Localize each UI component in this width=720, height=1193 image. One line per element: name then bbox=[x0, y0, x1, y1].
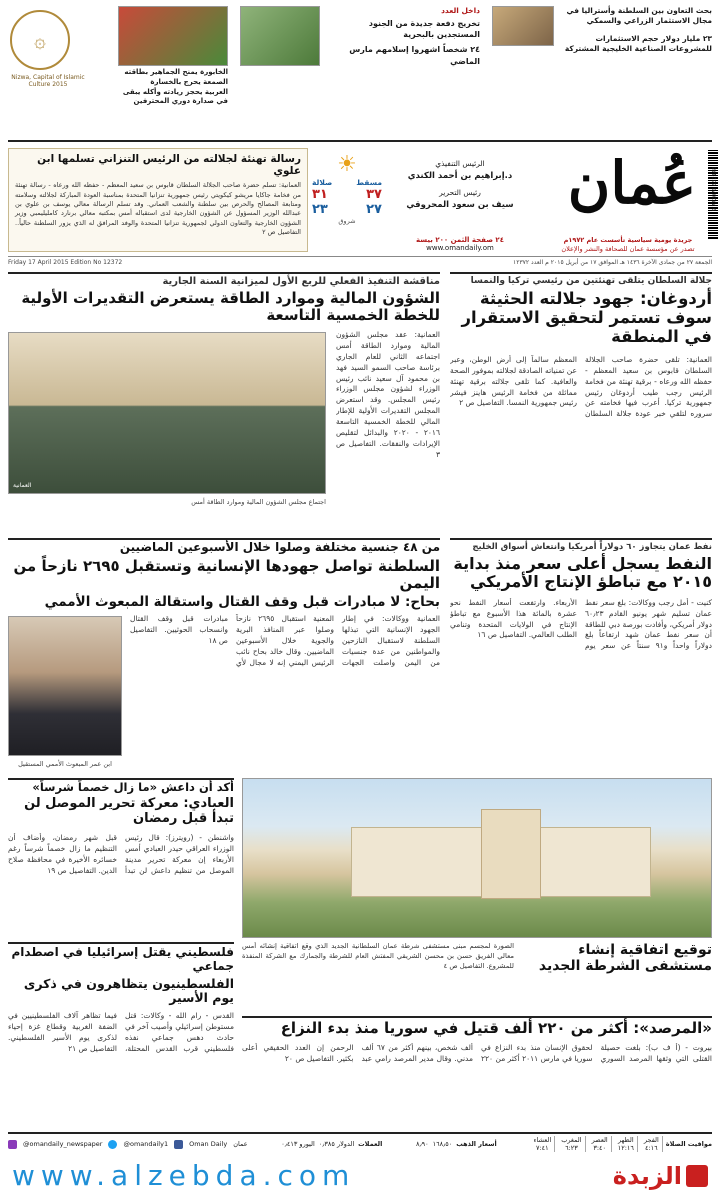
dome-icon: ۞ bbox=[34, 28, 46, 52]
teaser-middle-item[interactable]: ٢٤ شخصاً اشهروا إسلامهم مارس الماضي bbox=[349, 45, 480, 66]
teaser-left-item[interactable]: العربية يحجز ريادته وأكله يبقى في صدارة دوري المحترفين bbox=[122, 87, 228, 106]
masthead-tagline: جريدة يومية سياسية تأسست عام ١٩٧٢م bbox=[563, 236, 693, 244]
watermark-brand-block bbox=[613, 1162, 708, 1190]
teaser-middle-title: داخل العدد bbox=[441, 6, 480, 15]
prayer-name: العصر bbox=[591, 1136, 608, 1144]
prayer-time: ٤:١٦ bbox=[645, 1144, 658, 1152]
story-police[interactable] bbox=[522, 942, 712, 1012]
footer-bar bbox=[8, 1132, 712, 1154]
story-syria-headline[interactable]: «المرصد»: أكثر من ٢٢٠ ألف قتيل في سوريا منذ بدء النزاع bbox=[280, 1019, 712, 1037]
watermark-strip bbox=[0, 1158, 720, 1193]
nizwa-logo-caption: Nizwa, Capital of Islamic Culture 2015 bbox=[11, 74, 85, 88]
teaser-right-item[interactable]: ٢٣ مليار دولار حجم الاستثمارات للمشروعات الصناعية الخليجية المشتركة bbox=[564, 34, 712, 54]
story-oil[interactable] bbox=[450, 538, 712, 773]
finance-photo-credit: العمانية bbox=[13, 482, 32, 489]
dateline-arabic: الجمعة ٢٧ من جمادى الآخرة ١٤٣٦ هـ الموافق ١٧ من أبريل ٢٠١٥ م العدد ١٢٣٧٢ bbox=[513, 259, 712, 266]
social-facebook[interactable]: Oman Daily bbox=[189, 1140, 228, 1148]
story-erdogan-headline[interactable]: أردوغان: جهود جلالته الحثيثة سوف تستمر لتحقيق الاستقرار في المنطقة bbox=[461, 289, 712, 346]
watermark-brand: الزبدة bbox=[612, 1161, 682, 1190]
prayer-time: ٣:٤٠ bbox=[593, 1144, 606, 1152]
finance-photo-caption: اجتماع مجلس الشؤون المالية وموارد الطاقة أمس bbox=[191, 498, 326, 506]
social-links bbox=[8, 1140, 248, 1149]
prayer-name: الظهر bbox=[617, 1136, 634, 1144]
masthead bbox=[0, 140, 720, 268]
price-website bbox=[395, 236, 525, 252]
currency-value: الدولار ٠٫٣٨٥ bbox=[318, 1140, 355, 1148]
chief-name: د.إبراهيم بن أحمد الكندي bbox=[407, 171, 513, 181]
watermark-site[interactable]: www.alzebda.com bbox=[12, 1159, 356, 1192]
social-instagram[interactable]: @omandaily_newspaper bbox=[23, 1140, 103, 1148]
currency-rates bbox=[281, 1140, 382, 1148]
teaser-middle[interactable] bbox=[240, 6, 480, 101]
editor-label: رئيس التحرير bbox=[439, 187, 481, 197]
gold-value: ٨٫٩٠ bbox=[416, 1140, 429, 1148]
story-yemen-headline[interactable]: السلطنة تواصل جهودها الإنسانية وتستقبل ٢٦٩٥ نازحاً من اليمن bbox=[13, 556, 440, 593]
story-iraq-headline[interactable]: العبادي: معركة تحرير الموصل لن تبدأ قبل رمضان bbox=[24, 796, 234, 827]
weather-city1-min: ٢٧ bbox=[366, 202, 382, 217]
currency-value: اليورو ٠٫٤١٣ bbox=[281, 1140, 315, 1148]
nizwa-logo-emblem bbox=[10, 10, 70, 70]
story-finance-kicker: مناقشة التنفيذ الفعلي للربع الأول لميزانية السنة الجارية bbox=[162, 276, 440, 287]
teaser-right[interactable] bbox=[492, 6, 712, 101]
finance-meeting-photo bbox=[8, 332, 326, 494]
teaser-left[interactable] bbox=[8, 6, 228, 106]
story-iraq[interactable] bbox=[8, 778, 234, 938]
price: ٢٤ صفحة الثمن ٢٠٠ بيسة bbox=[416, 236, 504, 244]
barcode-number: 9 772070 632148 bbox=[712, 166, 718, 212]
prayer-name: العشاء bbox=[533, 1136, 552, 1144]
story-erdogan-body: العمانية: تلقى حضرة صاحب الجلالة السلطان قابوس بن سعيد المعظم - حفظه الله ورعاه - برقية تهنئة من فخامة الرئيس رجب طيب أردوغان رئيس جمهورية تركيا. أعرب فيها فخامته عن سروره لتلقي خبر عودة جلالة السلطان المعظم سالماً إلى أرض الوطن، وعبر عن تمنياته الصادقة لجلالته بموفور الصحة والعافية. كما تلقى جلالته برقية تهنئة مماثلة من فخامة الرئيس هاينز فيشر رئيس جمهورية النمسا. التفاصيل ص ٢ bbox=[450, 354, 712, 419]
social-app[interactable]: عمان bbox=[233, 1140, 248, 1148]
teaser-right-photo bbox=[492, 6, 554, 46]
story-yemen[interactable] bbox=[8, 538, 440, 773]
prayer-time: ١٢:١٦ bbox=[617, 1144, 634, 1152]
gold-title: أسعار الذهب bbox=[456, 1140, 497, 1148]
box-story[interactable] bbox=[8, 148, 308, 252]
dateline-bar bbox=[8, 256, 712, 268]
teaser-left-item[interactable]: الخابورة يمنح الجماهير بطاقته bbox=[124, 68, 228, 76]
website-link[interactable]: www.omandaily.om bbox=[426, 244, 494, 252]
social-twitter[interactable]: @omandaily1 bbox=[123, 1140, 169, 1148]
story-palestine-subhead[interactable]: الفلسطينيون يتظاهرون في ذكرى يوم الأسير bbox=[23, 975, 234, 1005]
masthead-name: عُمان bbox=[567, 149, 697, 217]
story-yemen-subhead[interactable]: بحاح: لا مبادرات قبل وقف القتال واستقالة المبعوث الأممي bbox=[44, 594, 440, 611]
masthead-logo[interactable] bbox=[562, 149, 702, 234]
story-finance[interactable] bbox=[8, 272, 440, 534]
story-syria-body: بيروت - (أ ف ب): بلغت حصيلة القتلى التي وثقها المرصد السوري لحقوق الإنسان منذ بدء النزاع في سوريا في مارس ٢٠١١ أكثر من ٢٢٠ ألف شخص، بينهم أكثر من ٦٧ ألف مدني. وقال مدير المرصد رامي عبد الرحمن إن العدد الحقيقي أعلى بكثير. التفاصيل ص ٢٠ bbox=[242, 1043, 712, 1064]
story-oil-kicker: نفط عمان يتجاوز ٦٠ دولاراً أمريكيا وانتعاش أسواق الخليج bbox=[472, 542, 712, 552]
story-palestine-headline[interactable]: فلسطيني يقتل إسرائيليا في اصطدام جماعي bbox=[11, 945, 234, 973]
sun-cloud-icon: ☀ bbox=[337, 152, 357, 177]
story-police-caption: الصورة لمجسم مبنى مستشفى شرطة عمان السلطانية الجديد الذي وقع اتفاقية إنشائه أمس معالي الفريق حسن بن محسن الشريقي المفتش العام للشرطة والجمارك مع الشركة المنفذة للمشروع. التفاصيل ص ٤ bbox=[242, 942, 514, 970]
story-oil-headline[interactable]: النفط يسجل أعلى سعر منذ بداية ٢٠١٥ مع تباطؤ الإنتاج الأمريكي bbox=[453, 554, 712, 592]
prayer-times bbox=[530, 1136, 712, 1152]
story-yemen-body: العمانية ووكالات: في إطار الجهود الإنسانية التي تبذلها السلطنة لاستقبال النازحين والمواطنين من عدة جنسيات من اليمن واصلت الجهات المعنية استقبال ٢٦٩٥ نازحاً وصلوا عبر المنافذ البرية والجوية خلال الأسبوعين الماضيين. وقال خالد بحاح نائب الرئيس اليمني إنه لا مجال لأي مبادرات قبل وقف القتال وانسحاب الحوثيين. التفاصيل ص ١٨ bbox=[130, 614, 440, 667]
weather-city2-max: ٣١ bbox=[312, 187, 328, 202]
envoy-photo-caption: ابن عمر المبعوث الأممي المستقيل bbox=[18, 760, 112, 768]
story-oil-body: كنيت - أمل رجب ووكالات: بلغ سعر نفط عمان تسليم شهر يونيو القادم ٦٠٫٢٣ دولار أمريكي، وأفادت بورصة دبي للطاقة أن سعر نفط عمان شهد ارتفاعاً بلغ دولاراً واحداً و٩١ سنتاً عن سعر يوم الأربعاء. وارتفعت أسعار النفط نحو عشرة بالمائة هذا الأسبوع مع تباطؤ الإنتاج في الولايات المتحدة وتنامي الطلب العالمي. التفاصيل ص ١٦ bbox=[450, 597, 712, 651]
teaser-left-photo bbox=[118, 6, 228, 66]
chief-label: الرئيس التنفيذي bbox=[435, 159, 485, 168]
story-syria[interactable] bbox=[242, 1016, 712, 1128]
dateline-english: Friday 17 April 2015 Edition No 12372 bbox=[8, 259, 123, 266]
editor-name: سيف بن سعود المحروقي bbox=[406, 199, 514, 210]
story-yemen-kicker: من ٤٨ جنسية مختلفة وصلوا خلال الأسبوعين الماضيين bbox=[119, 540, 440, 554]
story-police-headline[interactable]: توقيع اتفاقية إنشاء مستشفى الشرطة الجديد bbox=[538, 942, 712, 975]
top-teaser-strip bbox=[0, 0, 720, 140]
weather-city2: صلالة bbox=[312, 178, 333, 187]
weather-city2-min: ٢٣ bbox=[312, 202, 328, 217]
weather-city1-max: ٣٧ bbox=[366, 187, 382, 202]
teaser-middle-photo bbox=[240, 6, 320, 66]
story-iraq-kicker: أكد أن داعش «ما زال خصماً شرساً» bbox=[32, 780, 234, 794]
brand-logo-icon bbox=[686, 1165, 708, 1187]
masthead-publisher: تصدر عن مؤسسة عمان للصحافة والنشر والإعلان bbox=[561, 245, 695, 254]
hospital-rendering-photo bbox=[242, 778, 712, 938]
teaser-left-item[interactable]: الصمعة يحرج بالخسارة bbox=[150, 77, 228, 86]
box-story-headline[interactable]: رسالة تهنئة لجلالته من الرئيس التنزاني تسلمها ابن علوي bbox=[37, 153, 301, 178]
envoy-photo bbox=[8, 616, 122, 756]
story-finance-headline[interactable]: الشؤون المالية وموارد الطاقة يستعرض التقديرات الأولية للخطة الخمسية التاسعة bbox=[21, 289, 440, 325]
masthead-taglines bbox=[548, 236, 708, 254]
twitter-icon bbox=[108, 1140, 117, 1149]
story-finance-body: العمانية: عقد مجلس الشؤون المالية وموارد الطاقة أمس اجتماعه الثاني للعام الجاري برئاسة صاحب السمو السيد فهد بن محمود آل سعيد نائب رئيس الوزراء لشؤون مجلس الوزراء رئيس المجلس. وقد استعرض المجلس التقديرات الأولية للإطار المالي للخطة الخمسية التاسعة ٢٠١٦ - ٢٠٢٠ والبدائل لتقليص الإيرادات والنفقات. التفاصيل ص ٣ bbox=[336, 330, 440, 459]
weather-city1: مسقط bbox=[356, 178, 382, 187]
story-erdogan-kicker: جلالة السلطان يتلقى تهنئتين من رئيسي تركيا والنمسا bbox=[470, 276, 712, 286]
story-iraq-body: واشنطن - (رويترز): قال رئيس الوزراء العراقي حيدر العبادي أمس الأربعاء إن معركة تحرير مدينة الموصل من تنظيم داعش لن تبدأ قبل شهر رمضان، وأضاف أن التنظيم ما زال خصماً شرساً رغم خسائره الأخيرة في محافظة صلاح الدين. التفاصيل ص ١٩ bbox=[8, 833, 234, 875]
prayer-name: المغرب bbox=[561, 1136, 582, 1144]
box-story-body: العمانية: تسلم حضرة صاحب الجلالة السلطان قابوس بن سعيد المعظم - حفظه الله ورعاه - رسالة تهنئة من فخامة جاكايا مريشو كيكويتي رئيس جمهورية تنزانيا المتحدة بمناسبة العودة المباركة لجلالته وسلامته ومتابعة المصالح والحرص بين سلطنة والشعب العماني. وقد تسلم الرسالة معالي يوسف بن علوي بن عبدالله الوزير المسؤول عن الشؤون الخارجية لدى استقباله أمس بمكتبه معالي برنارد كامليليمبي وزير الشؤون الخارجية والتعاون الدولي لجمهورية تنزانيا المتحدة والوفد المرافق له الذي يزور السلطنة حالياً.. التفاصيل ص ٢ bbox=[15, 181, 301, 237]
weather-sun-label: شروق bbox=[338, 217, 356, 225]
story-palestine-body: القدس - رام الله - وكالات: قتل مستوطن إسرائيلي وأصيب آخر في حادث دهس جماعي نفذه فلسطيني قرب القدس المحتلة، فيما تظاهر آلاف الفلسطينيين في الضفة الغربية وقطاع غزة إحياء لذكرى يوم الأسير الفلسطيني. التفاصيل ص ٢١ bbox=[8, 1011, 234, 1053]
prayer-time: ٦:٢٣ bbox=[565, 1144, 578, 1152]
prayer-name: الفجر bbox=[643, 1136, 659, 1144]
gold-value: ١٦٨٫٥٠ bbox=[432, 1140, 453, 1148]
facebook-icon bbox=[174, 1140, 183, 1149]
instagram-icon bbox=[8, 1140, 17, 1149]
currency-title: العملات bbox=[358, 1140, 383, 1148]
story-palestine[interactable] bbox=[8, 942, 234, 1142]
story-erdogan[interactable] bbox=[450, 272, 712, 534]
teaser-middle-item[interactable]: تخريج دفعة جديدة من الجنود المستجدين بالبحرية bbox=[368, 19, 480, 40]
gold-prices bbox=[416, 1140, 497, 1148]
teaser-right-item[interactable]: بحث التعاون بين السلطنة وأستراليا في مجال الاستثمار الزراعي والسمكي bbox=[566, 6, 712, 26]
weather-widget bbox=[312, 154, 382, 239]
prayer-title: مواقيت الصلاة bbox=[665, 1140, 712, 1148]
editor-box bbox=[395, 158, 525, 212]
prayer-time: ٧:٤١ bbox=[535, 1144, 549, 1152]
